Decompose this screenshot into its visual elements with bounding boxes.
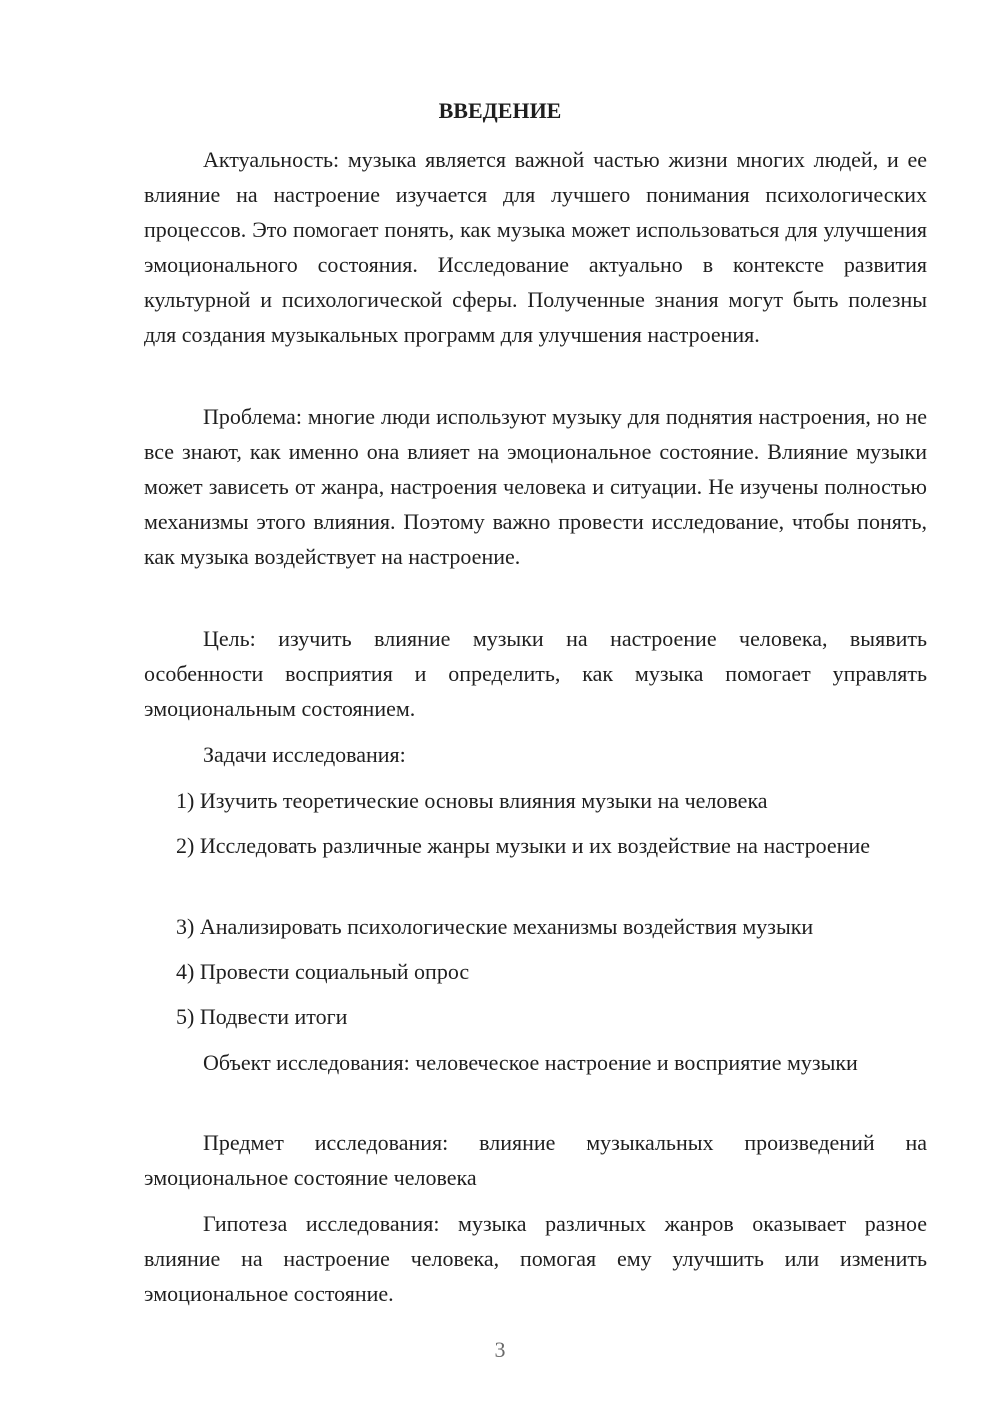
paragraph-problem: Проблема: многие люди используют музыку для поднятия настроения, но не все знают, как именно она влияет на эмоциональное состояние. Влияние музыки может зависеть от жанра, настроения человека и ситуации. Не изучены полностью механизмы этого влияния. Поэтому важно провести исследование, чтобы понять, как музыка воздействует на настроение. — [144, 404, 927, 569]
task-item-2: 2) Исследовать различные жанры музыки и их воздействие на настроение — [176, 833, 870, 858]
task-item-1: 1) Изучить теоретические основы влияния музыки на человека — [176, 788, 768, 813]
paragraph-object: Объект исследования: человеческое настроение и восприятие музыки — [203, 1050, 858, 1075]
paragraph-goal: Цель: изучить влияние музыки на настроение человека, выявить особенности восприятия и определить, как музыка помогает управлять эмоциональным состоянием. — [144, 626, 927, 721]
page-number: 3 — [494, 1337, 506, 1362]
task-item-3: 3) Анализировать психологические механизмы воздействия музыки — [176, 914, 814, 939]
task-item-5: 5) Подвести итоги — [176, 1004, 348, 1029]
paragraph-subject: Предмет исследования: влияние музыкальных произведений на эмоциональное состояние человека — [144, 1130, 927, 1190]
tasks-heading: Задачи исследования: — [203, 742, 406, 767]
task-item-4: 4) Провести социальный опрос — [176, 959, 470, 984]
paragraph-relevance: Актуальность: музыка является важной частью жизни многих людей, и ее влияние на настроение изучается для лучшего понимания психологических процессов. Это помогает понять, как музыка может использоваться для улучшения эмоционального состояния. Исследование актуально в контексте развития культурной и психологической сферы. Полученные знания могут быть полезны для создания музыкальных программ для улучшения настроения. — [144, 147, 927, 347]
paragraph-hypothesis: Гипотеза исследования: музыка различных жанров оказывает разное влияние на настроение человека, помогая ему улучшить или изменить эмоциональное состояние. — [144, 1211, 927, 1306]
page-title: ВВЕДЕНИЕ — [438, 98, 562, 123]
